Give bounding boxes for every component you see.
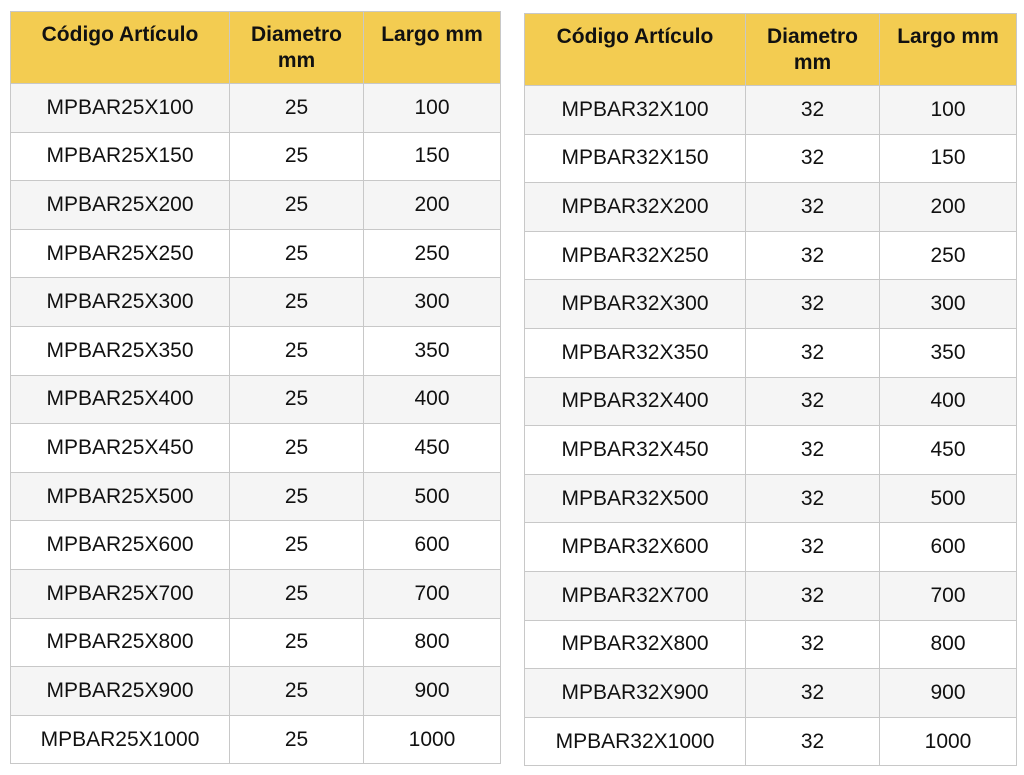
table-row (11, 424, 501, 473)
table-row (11, 618, 501, 667)
table-body (525, 86, 1017, 766)
table-row (525, 426, 1017, 475)
cell-codigo-articulo: MPBAR25X300 (11, 278, 230, 327)
cell-codigo-articulo: MPBAR25X400 (11, 375, 230, 424)
cell-largo: 900 (880, 669, 1017, 718)
table-row (11, 84, 501, 133)
cell-largo: 1000 (364, 715, 501, 764)
table-row (525, 669, 1017, 718)
table-row (525, 474, 1017, 523)
cell-diametro: 32 (746, 183, 880, 232)
cell-largo: 200 (364, 181, 501, 230)
cell-largo: 350 (880, 328, 1017, 377)
cell-codigo-articulo: MPBAR32X1000 (525, 717, 746, 766)
table-row (525, 523, 1017, 572)
cell-codigo-articulo: MPBAR32X350 (525, 328, 746, 377)
cell-diametro: 32 (746, 377, 880, 426)
cell-largo: 250 (364, 229, 501, 278)
cell-diametro: 25 (230, 132, 364, 181)
cell-diametro: 25 (230, 326, 364, 375)
table-row (11, 181, 501, 230)
cell-diametro: 25 (230, 424, 364, 473)
cell-diametro: 25 (230, 375, 364, 424)
table-row (11, 132, 501, 181)
cell-diametro: 32 (746, 620, 880, 669)
table-row (525, 183, 1017, 232)
cell-codigo-articulo: MPBAR25X800 (11, 618, 230, 667)
cell-largo: 900 (364, 667, 501, 716)
cell-codigo-articulo: MPBAR32X250 (525, 231, 746, 280)
cell-largo: 300 (880, 280, 1017, 329)
cell-largo: 450 (364, 424, 501, 473)
cell-diametro: 25 (230, 229, 364, 278)
header-diametro: Diametro mm (230, 12, 364, 84)
table-body (11, 84, 501, 764)
cell-largo: 300 (364, 278, 501, 327)
table-row (11, 326, 501, 375)
cell-codigo-articulo: MPBAR25X250 (11, 229, 230, 278)
cell-codigo-articulo: MPBAR25X900 (11, 667, 230, 716)
cell-largo: 500 (880, 474, 1017, 523)
cell-diametro: 32 (746, 426, 880, 475)
header-largo: Largo mm (364, 12, 501, 84)
cell-largo: 400 (364, 375, 501, 424)
header-codigo-articulo: Código Artículo (11, 12, 230, 84)
table-row (525, 620, 1017, 669)
cell-diametro: 32 (746, 86, 880, 135)
cell-diametro: 25 (230, 278, 364, 327)
table-row (525, 280, 1017, 329)
cell-diametro: 25 (230, 84, 364, 133)
cell-diametro: 25 (230, 618, 364, 667)
cell-diametro: 32 (746, 523, 880, 572)
cell-codigo-articulo: MPBAR32X900 (525, 669, 746, 718)
cell-largo: 350 (364, 326, 501, 375)
cell-largo: 250 (880, 231, 1017, 280)
cell-largo: 700 (364, 569, 501, 618)
table-row (525, 571, 1017, 620)
cell-codigo-articulo: MPBAR32X400 (525, 377, 746, 426)
cell-diametro: 25 (230, 569, 364, 618)
cell-largo: 100 (364, 84, 501, 133)
table-row (525, 86, 1017, 135)
cell-diametro: 32 (746, 717, 880, 766)
cell-diametro: 32 (746, 134, 880, 183)
cell-codigo-articulo: MPBAR25X150 (11, 132, 230, 181)
cell-codigo-articulo: MPBAR32X600 (525, 523, 746, 572)
cell-diametro: 25 (230, 521, 364, 570)
cell-largo: 1000 (880, 717, 1017, 766)
cell-codigo-articulo: MPBAR32X500 (525, 474, 746, 523)
table-row (525, 231, 1017, 280)
table-row (11, 667, 501, 716)
cell-diametro: 32 (746, 474, 880, 523)
cell-codigo-articulo: MPBAR32X150 (525, 134, 746, 183)
header-diametro: Diametro mm (746, 14, 880, 86)
cell-diametro: 25 (230, 715, 364, 764)
cell-diametro: 25 (230, 667, 364, 716)
cell-codigo-articulo: MPBAR25X500 (11, 472, 230, 521)
cell-codigo-articulo: MPBAR32X800 (525, 620, 746, 669)
cell-diametro: 32 (746, 231, 880, 280)
table-row (525, 377, 1017, 426)
cell-diametro: 25 (230, 181, 364, 230)
table-row (11, 715, 501, 764)
cell-diametro: 32 (746, 280, 880, 329)
table-row (11, 278, 501, 327)
table-header-row (525, 14, 1017, 86)
cell-codigo-articulo: MPBAR32X700 (525, 571, 746, 620)
cell-largo: 400 (880, 377, 1017, 426)
cell-codigo-articulo: MPBAR32X300 (525, 280, 746, 329)
cell-codigo-articulo: MPBAR32X450 (525, 426, 746, 475)
table-row (525, 328, 1017, 377)
table-row (525, 717, 1017, 766)
table-row (11, 375, 501, 424)
cell-codigo-articulo: MPBAR25X450 (11, 424, 230, 473)
cell-largo: 800 (880, 620, 1017, 669)
cell-largo: 700 (880, 571, 1017, 620)
cell-codigo-articulo: MPBAR25X1000 (11, 715, 230, 764)
cell-largo: 150 (880, 134, 1017, 183)
cell-codigo-articulo: MPBAR25X600 (11, 521, 230, 570)
cell-largo: 500 (364, 472, 501, 521)
table-header-row (11, 12, 501, 84)
spec-table-32mm (524, 13, 1017, 766)
cell-diametro: 25 (230, 472, 364, 521)
cell-largo: 450 (880, 426, 1017, 475)
table-row (11, 521, 501, 570)
cell-largo: 200 (880, 183, 1017, 232)
cell-diametro: 32 (746, 328, 880, 377)
table-row (11, 229, 501, 278)
cell-codigo-articulo: MPBAR32X100 (525, 86, 746, 135)
cell-largo: 600 (364, 521, 501, 570)
cell-codigo-articulo: MPBAR25X200 (11, 181, 230, 230)
spec-table-25mm (10, 11, 501, 764)
cell-diametro: 32 (746, 571, 880, 620)
cell-codigo-articulo: MPBAR25X700 (11, 569, 230, 618)
cell-codigo-articulo: MPBAR32X200 (525, 183, 746, 232)
table-row (11, 472, 501, 521)
cell-largo: 600 (880, 523, 1017, 572)
cell-largo: 150 (364, 132, 501, 181)
header-codigo-articulo: Código Artículo (525, 14, 746, 86)
table-row (11, 569, 501, 618)
table-row (525, 134, 1017, 183)
cell-largo: 100 (880, 86, 1017, 135)
cell-codigo-articulo: MPBAR25X350 (11, 326, 230, 375)
cell-codigo-articulo: MPBAR25X100 (11, 84, 230, 133)
cell-largo: 800 (364, 618, 501, 667)
cell-diametro: 32 (746, 669, 880, 718)
header-largo: Largo mm (880, 14, 1017, 86)
